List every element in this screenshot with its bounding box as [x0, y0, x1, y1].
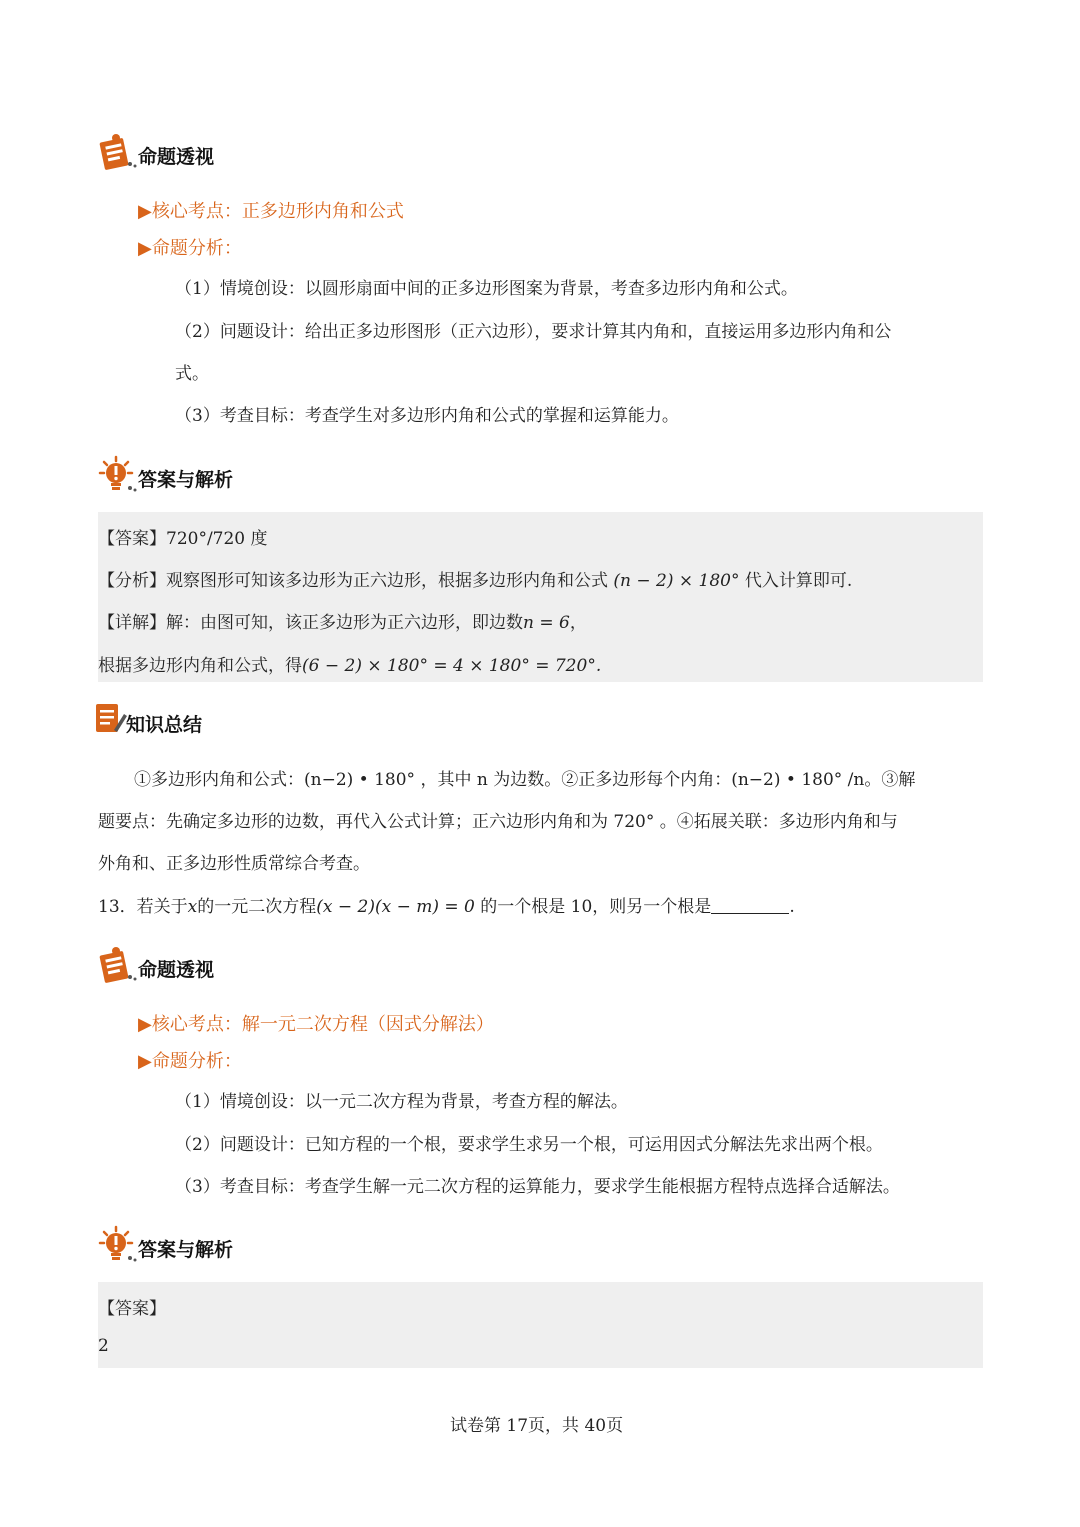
formula: (6 − 2) × 180° = 4 × 180° = 720°. — [302, 656, 602, 676]
analysis-label: ▶命题分析： — [138, 1051, 242, 1072]
analysis-item-2-cont: 式。 — [175, 364, 209, 384]
question-13: 13．若关于x的一元二次方程(x − 2)(x − m) = 0 的一个根是 10，则另一个根是 . — [98, 897, 795, 917]
analysis-line: 【分析】观察图形可知该多边形为正六边形，根据多边形内角和公式 (n − 2) × 180° 代入计算即可. — [98, 571, 853, 591]
answer-box-2 — [98, 1282, 983, 1368]
answer-box-1 — [98, 512, 983, 682]
section-heading-title: 命题透视 — [138, 959, 215, 981]
summary-line-3: 外角和、正多边形性质常综合考查。 — [98, 854, 370, 874]
analysis-item-3: （3）考查目标：考查学生解一元二次方程的运算能力，要求学生能根据方程特点选择合适解法。 — [175, 1177, 900, 1197]
page-footer: 试卷第 17页，共 40页 — [450, 1416, 624, 1436]
analysis-item-2: （2）问题设计：已知方程的一个根，要求学生求另一个根，可运用因式分解法先求出两个根。 — [175, 1135, 883, 1155]
formula: (n − 2) × 180° — [613, 571, 740, 591]
analysis-item-2: （2）问题设计：给出正多边形图形（正六边形），要求计算其内角和，直接运用多边形内角和公 — [175, 322, 892, 342]
detail-line-2: 根据多边形内角和公式，得(6 − 2) × 180° = 4 × 180° = 720°. — [98, 656, 602, 676]
section-heading-title: 命题透视 — [138, 146, 215, 168]
core-point: ▶核心考点：正多边形内角和公式 — [138, 201, 404, 222]
analysis-item-1: （1）情境创设：以圆形扇面中间的正多边形图案为背景，考查多边形内角和公式。 — [175, 279, 798, 299]
analysis-item-3: （3）考查目标：考查学生对多边形内角和公式的掌握和运算能力。 — [175, 406, 679, 426]
core-point: ▶核心考点：解一元二次方程（因式分解法） — [138, 1014, 494, 1035]
answer-label: 【答案】 — [98, 1299, 166, 1319]
answer-blank — [711, 899, 789, 914]
equation: (x − 2)(x − m) = 0 — [316, 897, 475, 917]
summary-line-1: ①多边形内角和公式：(n−2) • 180° ，其中 n 为边数。②正多边形每个内角：(n−2) • 180° /n。③解 — [134, 770, 916, 790]
analysis-item-1: （1）情境创设：以一元二次方程为背景，考查方程的解法。 — [175, 1092, 628, 1112]
answer-value: 2 — [98, 1336, 109, 1356]
section-heading-title: 答案与解析 — [138, 1239, 234, 1261]
section-heading-title: 知识总结 — [126, 714, 203, 736]
clipboard-icon — [98, 945, 138, 985]
lightbulb-icon — [98, 455, 138, 495]
lightbulb-icon — [98, 1225, 138, 1265]
answer-line: 【答案】720°/720 度 — [98, 529, 268, 549]
clipboard-icon — [98, 132, 138, 172]
analysis-label: ▶命题分析： — [138, 238, 242, 259]
detail-line: 【详解】解：由图可知，该正多边形为正六边形，即边数n = 6， — [98, 613, 587, 633]
section-heading-title: 答案与解析 — [138, 469, 234, 491]
formula: n = 6 — [523, 613, 570, 633]
summary-line-2: 题要点：先确定多边形的边数，再代入公式计算；正六边形内角和为 720° 。④拓展关联：多边形内角和与 — [98, 812, 898, 832]
